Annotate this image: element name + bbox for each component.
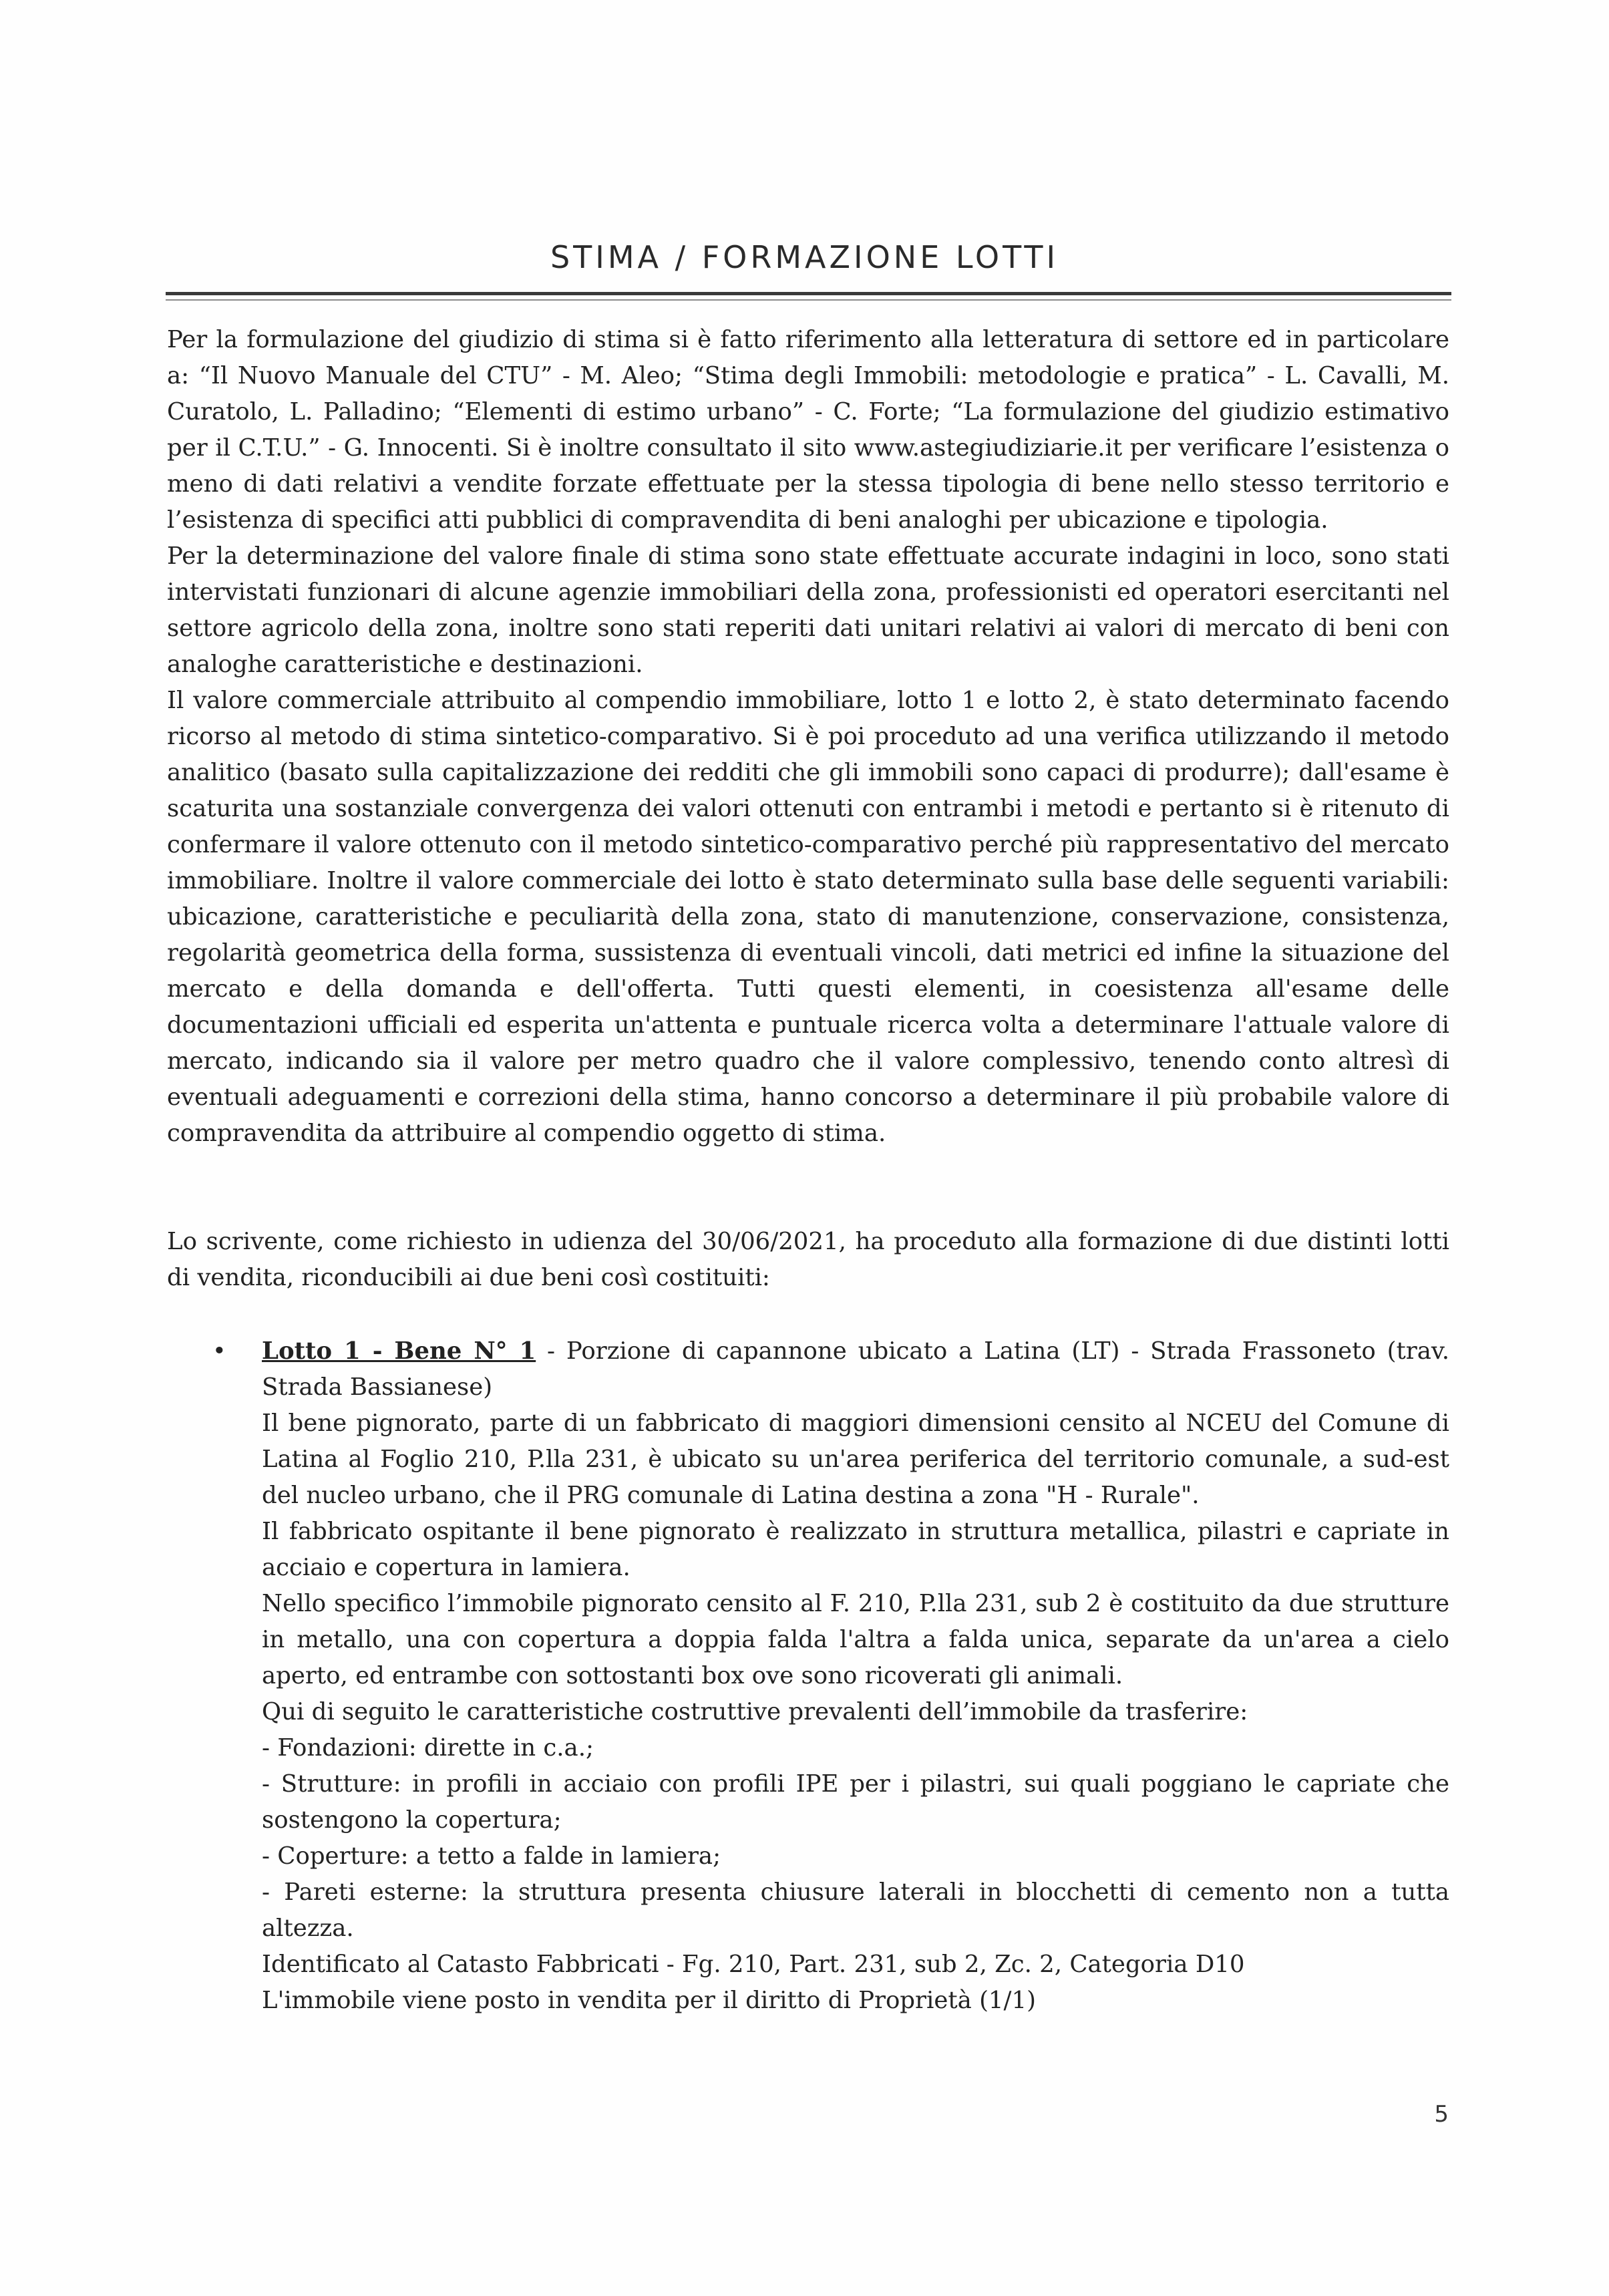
title-rule-thin: [166, 299, 1451, 301]
paragraph-references: Per la formulazione del giudizio di stima si è fatto riferimento alla letteratura di settore ed in particolare a: “Il Nuovo Manuale del CTU” - M. Aleo; “Stima degli Immobili: metodologie e pratica” - L. Cavalli, M. Curatolo, L. Palladino; “Elementi di estimo urbano” - C. Forte; “La formulazione del giudizio estimativo per il C.T.U.” - G. Innocenti. Si è inoltre consultato il sito www.astegiudiziarie.it per verificare l’esistenza o meno di dati relativi a vendite forzate effettuate per la stessa tipologia di bene nello stesso territorio e l’esistenza di specifici atti pubblici di compravendita di beni analoghi per ubicazione e tipologia.: [167, 326, 1449, 534]
lotto-1-line: Nello specifico l’immobile pignorato censito al F. 210, P.lla 231, sub 2 è costituito da due strutture in metallo, una con copertura a doppia falda l'altra a falda unica, separate da un'area a cielo aperto, ed entrambe con sottostanti box ove sono ricoverati gli animali.: [262, 1590, 1449, 1689]
lotto-1-label: Lotto 1 - Bene N° 1: [262, 1337, 536, 1365]
paragraph-indagini: Per la determinazione del valore finale di stima sono state effettuate accurate indagini in loco, sono stati intervistati funzionari di alcune agenzie immobiliari della zona, professionisti ed operatori esercitanti nel settore agricolo della zona, inoltre sono stati reperiti dati unitari relativi ai valori di mercato di beni con analoghe caratteristiche e destinazioni.: [167, 542, 1449, 678]
paragraph-gap: [167, 1152, 1449, 1224]
bullet-icon: •: [212, 1338, 226, 1365]
page-number: 5: [1434, 2101, 1449, 2128]
lotto-1-line: - Fondazioni: dirette in c.a.;: [262, 1734, 594, 1762]
lotto-1-item: [167, 1333, 1449, 2019]
lotto-1-line: - Coperture: a tetto a falde in lamiera;: [262, 1842, 721, 1870]
paragraph-valore-commerciale: Il valore commerciale attribuito al compendio immobiliare, lotto 1 e lotto 2, è stato determinato facendo ricorso al metodo di stima sintetico-comparativo. Si è poi proceduto ad una verifica utilizzando il metodo analitico (basato sulla capitalizzazione dei redditi che gli immobili sono capaci di produrre); dall'esame è scaturita una sostanziale convergenza dei valori ottenuti con entrambi i metodi e pertanto si è ritenuto di confermare il valore ottenuto con il metodo sintetico-comparativo perché più rappresentativo del mercato immobiliare. Inoltre il valore commerciale dei lotto è stato determinato sulla base delle seguenti variabili: ubicazione, caratteristiche e peculiarità della zona, stato di manutenzione, conservazione, consistenza, regolarità geometrica della forma, sussistenza di eventuali vincoli, dati metrici ed infine la situazione del mercato e della domanda e dell'offerta. Tutti questi elementi, in coesistenza all'esame delle documentazioni ufficiali ed esperita un'attenta e puntuale ricerca volta a determinare l'attuale valore di mercato, indicando sia il valore per metro quadro che il valore complessivo, tenendo conto altresì di eventuali adeguamenti e correzioni della stima, hanno concorso a determinare il più probabile valore di compravendita da attribuire al compendio oggetto di stima.: [167, 687, 1449, 1147]
lotto-1-line: Il bene pignorato, parte di un fabbricato di maggiori dimensioni censito al NCEU del Comune di Latina al Foglio 210, P.lla 231, è ubicato su un'area periferica del territorio comunale, a sud-est del nucleo urbano, che il PRG comunale di Latina destina a zona "H - Rurale".: [262, 1410, 1449, 1509]
lotto-1-heading: [262, 1333, 1449, 1406]
paragraph-intro-lotti: Lo scrivente, come richiesto in udienza del 30/06/2021, ha proceduto alla formazione di due distinti lotti di vendita, riconducibili ai due beni così costituiti:: [167, 1228, 1449, 1291]
lotto-1-title: - Porzione di capannone ubicato a Latina (LT) - Strada Frassoneto (trav. Strada Bassianese): [262, 1337, 1450, 1401]
title-rule: [166, 292, 1451, 295]
body-text: [167, 322, 1449, 2019]
lotto-1-line: Qui di seguito le caratteristiche costruttive prevalenti dell’immobile da trasferire:: [262, 1698, 1248, 1726]
lotto-1-line: L'immobile viene posto in vendita per il diritto di Proprietà (1/1): [262, 1987, 1036, 2014]
page-title: STIMA / FORMAZIONE LOTTI: [550, 239, 1059, 275]
lotto-1-line: - Strutture: in profili in acciaio con profili IPE per i pilastri, sui quali poggiano le capriate che sostengono la copertura;: [262, 1770, 1449, 1834]
lotto-1-line: - Pareti esterne: la struttura presenta chiusure laterali in blocchetti di cemento non a tutta altezza.: [262, 1878, 1449, 1942]
lotto-1-line: Identificato al Catasto Fabbricati - Fg. 210, Part. 231, sub 2, Zc. 2, Categoria D10: [262, 1951, 1245, 1978]
lotto-1-line: Il fabbricato ospitante il bene pignorato è realizzato in struttura metallica, pilastri e capriate in acciaio e copertura in lamiera.: [262, 1518, 1449, 1581]
